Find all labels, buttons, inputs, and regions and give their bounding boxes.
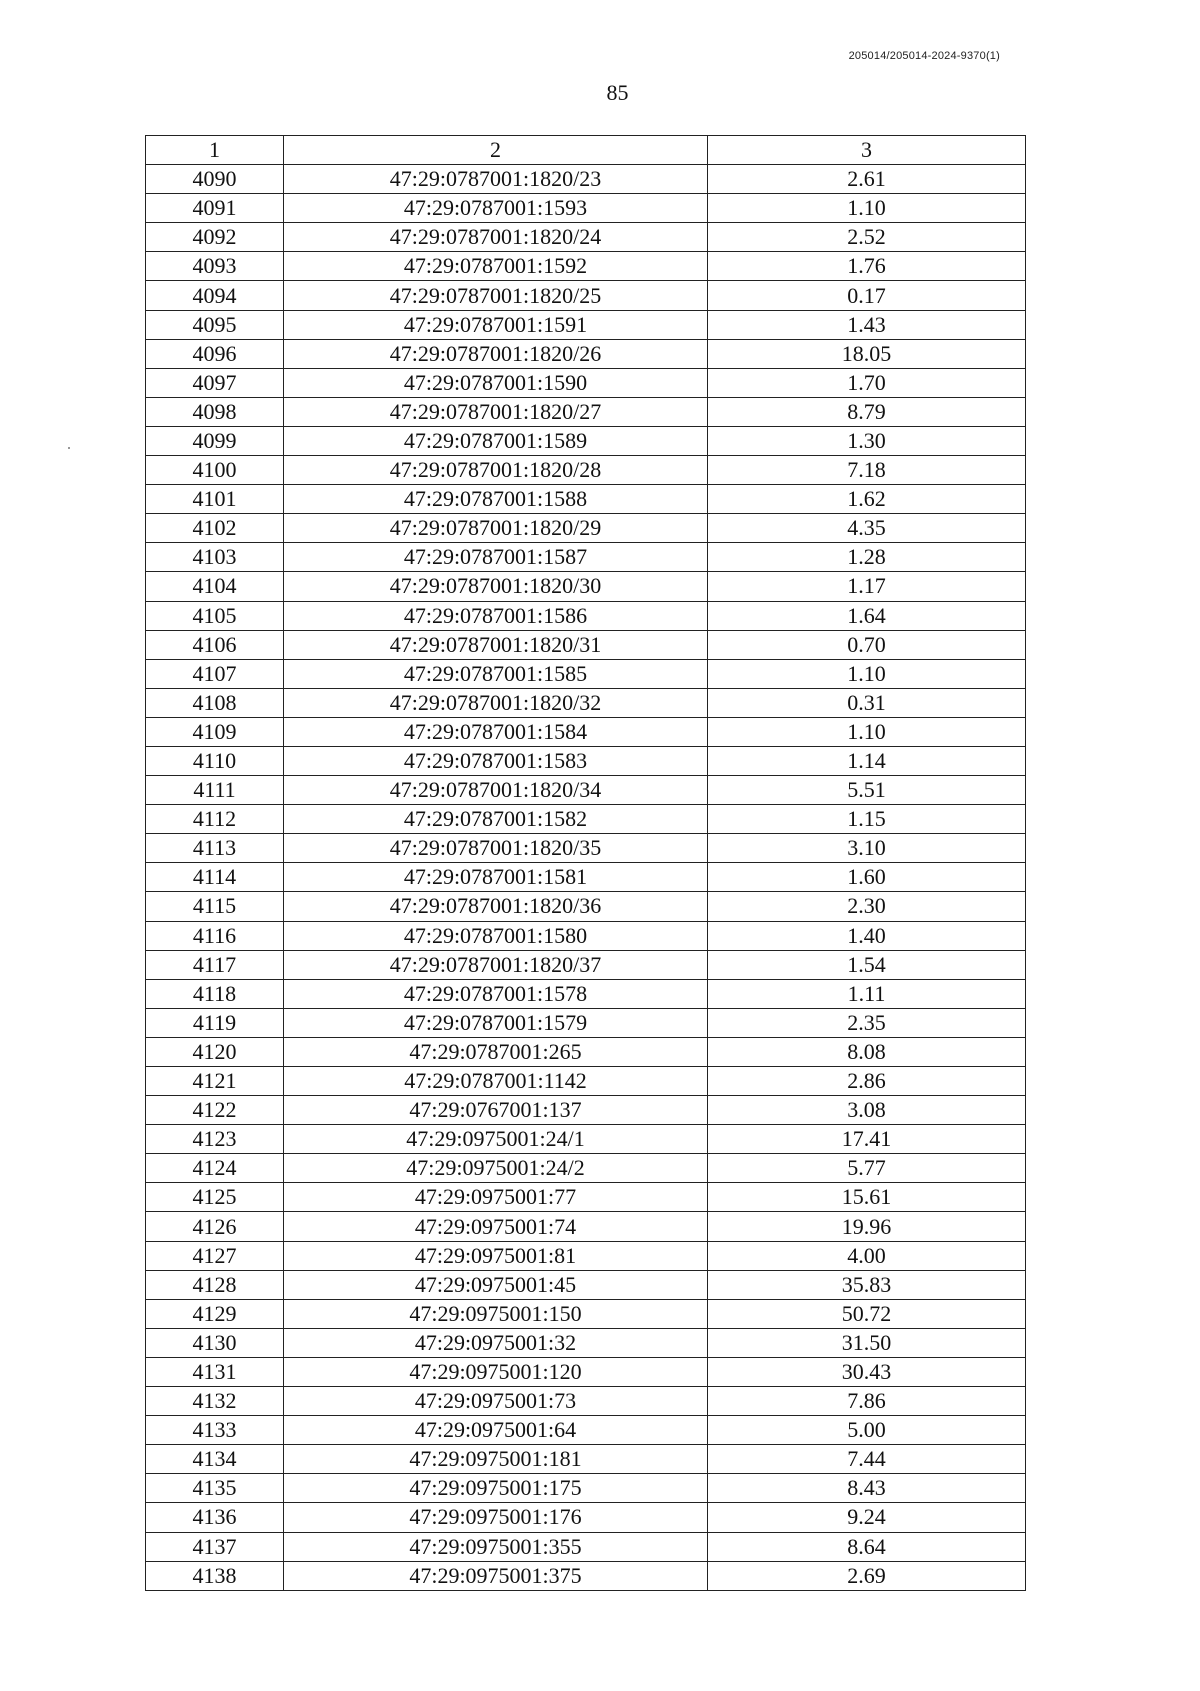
cadastral-number-cell: 47:29:0975001:45 — [284, 1270, 708, 1299]
table-row — [146, 717, 1026, 746]
cadastral-number-cell: 47:29:0975001:73 — [284, 1387, 708, 1416]
row-number-cell: 4117 — [146, 950, 284, 979]
value-cell: 1.30 — [708, 426, 1026, 455]
row-number-cell: 4133 — [146, 1416, 284, 1445]
row-number-cell: 4091 — [146, 194, 284, 223]
cadastral-number-cell: 47:29:0787001:1820/36 — [284, 892, 708, 921]
row-number-cell: 4138 — [146, 1561, 284, 1590]
row-number-cell: 4103 — [146, 543, 284, 572]
table-row — [146, 776, 1026, 805]
cadastral-number-cell: 47:29:0975001:175 — [284, 1474, 708, 1503]
value-cell: 1.28 — [708, 543, 1026, 572]
table-row — [146, 1037, 1026, 1066]
table-row — [146, 892, 1026, 921]
row-number-cell: 4106 — [146, 630, 284, 659]
table-row — [146, 950, 1026, 979]
table-row — [146, 310, 1026, 339]
value-cell: 1.76 — [708, 252, 1026, 281]
value-cell: 50.72 — [708, 1299, 1026, 1328]
table-row — [146, 863, 1026, 892]
value-cell: 9.24 — [708, 1503, 1026, 1532]
table-row — [146, 1532, 1026, 1561]
table-row — [146, 1328, 1026, 1357]
cadastral-number-cell: 47:29:0787001:1578 — [284, 979, 708, 1008]
value-cell: 5.00 — [708, 1416, 1026, 1445]
row-number-cell: 4102 — [146, 514, 284, 543]
table-row — [146, 1154, 1026, 1183]
value-cell: 1.15 — [708, 805, 1026, 834]
table-row — [146, 1241, 1026, 1270]
value-cell: 15.61 — [708, 1183, 1026, 1212]
value-cell: 7.18 — [708, 456, 1026, 485]
table-row — [146, 485, 1026, 514]
row-number-cell: 4123 — [146, 1125, 284, 1154]
value-cell: 1.70 — [708, 368, 1026, 397]
value-cell: 0.70 — [708, 630, 1026, 659]
row-number-cell: 4095 — [146, 310, 284, 339]
row-number-cell: 4132 — [146, 1387, 284, 1416]
cadastral-number-cell: 47:29:0787001:1820/28 — [284, 456, 708, 485]
value-cell: 4.35 — [708, 514, 1026, 543]
cadastral-number-cell: 47:29:0975001:24/1 — [284, 1125, 708, 1154]
row-number-cell: 4118 — [146, 979, 284, 1008]
table-row — [146, 1270, 1026, 1299]
table-row — [146, 630, 1026, 659]
row-number-cell: 4115 — [146, 892, 284, 921]
table-row — [146, 805, 1026, 834]
value-cell: 1.14 — [708, 746, 1026, 775]
document-id: 205014/205014-2024-9370(1) — [848, 50, 1000, 62]
table-row — [146, 165, 1026, 194]
value-cell: 1.62 — [708, 485, 1026, 514]
row-number-cell: 4105 — [146, 601, 284, 630]
row-number-cell: 4119 — [146, 1008, 284, 1037]
value-cell: 3.08 — [708, 1096, 1026, 1125]
table-row — [146, 601, 1026, 630]
row-number-cell: 4100 — [146, 456, 284, 485]
value-cell: 2.30 — [708, 892, 1026, 921]
cadastral-number-cell: 47:29:0975001:32 — [284, 1328, 708, 1357]
cadastral-number-cell: 47:29:0787001:1592 — [284, 252, 708, 281]
row-number-cell: 4093 — [146, 252, 284, 281]
column-header-1: 1 — [146, 136, 284, 165]
value-cell: 3.10 — [708, 834, 1026, 863]
cadastral-number-cell: 47:29:0787001:265 — [284, 1037, 708, 1066]
table-row — [146, 1299, 1026, 1328]
table-body — [146, 165, 1026, 1591]
table-row — [146, 426, 1026, 455]
value-cell: 2.86 — [708, 1067, 1026, 1096]
table-row — [146, 1212, 1026, 1241]
cadastral-number-cell: 47:29:0787001:1820/25 — [284, 281, 708, 310]
value-cell: 8.43 — [708, 1474, 1026, 1503]
value-cell: 17.41 — [708, 1125, 1026, 1154]
table-row — [146, 456, 1026, 485]
value-cell: 8.08 — [708, 1037, 1026, 1066]
row-number-cell: 4127 — [146, 1241, 284, 1270]
table-header — [146, 136, 1026, 165]
table-row — [146, 543, 1026, 572]
cadastral-number-cell: 47:29:0975001:176 — [284, 1503, 708, 1532]
row-number-cell: 4120 — [146, 1037, 284, 1066]
value-cell: 7.44 — [708, 1445, 1026, 1474]
row-number-cell: 4136 — [146, 1503, 284, 1532]
cadastral-number-cell: 47:29:0787001:1582 — [284, 805, 708, 834]
value-cell: 0.17 — [708, 281, 1026, 310]
row-number-cell: 4131 — [146, 1357, 284, 1386]
value-cell: 1.64 — [708, 601, 1026, 630]
row-number-cell: 4113 — [146, 834, 284, 863]
row-number-cell: 4126 — [146, 1212, 284, 1241]
table-row — [146, 1357, 1026, 1386]
row-number-cell: 4110 — [146, 746, 284, 775]
cadastral-number-cell: 47:29:0787001:1585 — [284, 659, 708, 688]
value-cell: 2.35 — [708, 1008, 1026, 1037]
cadastral-number-cell: 47:29:0787001:1581 — [284, 863, 708, 892]
row-number-cell: 4109 — [146, 717, 284, 746]
cadastral-number-cell: 47:29:0787001:1591 — [284, 310, 708, 339]
value-cell: 1.11 — [708, 979, 1026, 1008]
row-number-cell: 4092 — [146, 223, 284, 252]
value-cell: 18.05 — [708, 339, 1026, 368]
row-number-cell: 4134 — [146, 1445, 284, 1474]
value-cell: 19.96 — [708, 1212, 1026, 1241]
cadastral-number-cell: 47:29:0787001:1820/24 — [284, 223, 708, 252]
table-row — [146, 1503, 1026, 1532]
value-cell: 0.31 — [708, 688, 1026, 717]
header-row — [146, 136, 1026, 165]
page-number: 85 — [606, 80, 629, 105]
table-row — [146, 688, 1026, 717]
value-cell: 1.10 — [708, 659, 1026, 688]
table-row — [146, 1445, 1026, 1474]
value-cell: 8.64 — [708, 1532, 1026, 1561]
table-row — [146, 1183, 1026, 1212]
cadastral-number-cell: 47:29:0975001:375 — [284, 1561, 708, 1590]
cadastral-number-cell: 47:29:0975001:355 — [284, 1532, 708, 1561]
cadastral-number-cell: 47:29:0787001:1820/31 — [284, 630, 708, 659]
row-number-cell: 4129 — [146, 1299, 284, 1328]
row-number-cell: 4090 — [146, 165, 284, 194]
table-row — [146, 659, 1026, 688]
table-row — [146, 1096, 1026, 1125]
row-number-cell: 4096 — [146, 339, 284, 368]
value-cell: 31.50 — [708, 1328, 1026, 1357]
table-row — [146, 1416, 1026, 1445]
row-number-cell: 4116 — [146, 921, 284, 950]
cadastral-number-cell: 47:29:0787001:1593 — [284, 194, 708, 223]
cadastral-number-cell: 47:29:0975001:24/2 — [284, 1154, 708, 1183]
cadastral-number-cell: 47:29:0975001:77 — [284, 1183, 708, 1212]
table-row — [146, 746, 1026, 775]
cadastral-table — [145, 135, 1026, 1591]
cadastral-number-cell: 47:29:0975001:81 — [284, 1241, 708, 1270]
cadastral-number-cell: 47:29:0787001:1820/26 — [284, 339, 708, 368]
scan-speck — [68, 447, 70, 449]
table-row — [146, 223, 1026, 252]
cadastral-number-cell: 47:29:0975001:120 — [284, 1357, 708, 1386]
value-cell: 1.54 — [708, 950, 1026, 979]
table-row — [146, 1125, 1026, 1154]
cadastral-number-cell: 47:29:0787001:1820/30 — [284, 572, 708, 601]
value-cell: 2.52 — [708, 223, 1026, 252]
value-cell: 8.79 — [708, 397, 1026, 426]
table-row — [146, 1067, 1026, 1096]
table-row — [146, 921, 1026, 950]
cadastral-number-cell: 47:29:0787001:1589 — [284, 426, 708, 455]
cadastral-number-cell: 47:29:0787001:1820/37 — [284, 950, 708, 979]
cadastral-number-cell: 47:29:0787001:1588 — [284, 485, 708, 514]
row-number-cell: 4111 — [146, 776, 284, 805]
row-number-cell: 4122 — [146, 1096, 284, 1125]
row-number-cell: 4121 — [146, 1067, 284, 1096]
cadastral-number-cell: 47:29:0787001:1580 — [284, 921, 708, 950]
value-cell: 5.77 — [708, 1154, 1026, 1183]
cadastral-number-cell: 47:29:0787001:1583 — [284, 746, 708, 775]
cadastral-number-cell: 47:29:0787001:1820/29 — [284, 514, 708, 543]
value-cell: 1.17 — [708, 572, 1026, 601]
table-row — [146, 194, 1026, 223]
cadastral-number-cell: 47:29:0767001:137 — [284, 1096, 708, 1125]
value-cell: 1.10 — [708, 717, 1026, 746]
value-cell: 30.43 — [708, 1357, 1026, 1386]
value-cell: 2.69 — [708, 1561, 1026, 1590]
cadastral-number-cell: 47:29:0787001:1820/27 — [284, 397, 708, 426]
column-header-3: 3 — [708, 136, 1026, 165]
cadastral-number-cell: 47:29:0787001:1579 — [284, 1008, 708, 1037]
row-number-cell: 4112 — [146, 805, 284, 834]
value-cell: 1.10 — [708, 194, 1026, 223]
row-number-cell: 4108 — [146, 688, 284, 717]
table-row — [146, 252, 1026, 281]
column-header-2: 2 — [284, 136, 708, 165]
row-number-cell: 4135 — [146, 1474, 284, 1503]
row-number-cell: 4125 — [146, 1183, 284, 1212]
value-cell: 2.61 — [708, 165, 1026, 194]
cadastral-number-cell: 47:29:0787001:1820/32 — [284, 688, 708, 717]
row-number-cell: 4099 — [146, 426, 284, 455]
cadastral-number-cell: 47:29:0975001:74 — [284, 1212, 708, 1241]
cadastral-number-cell: 47:29:0787001:1820/34 — [284, 776, 708, 805]
cadastral-number-cell: 47:29:0787001:1142 — [284, 1067, 708, 1096]
row-number-cell: 4124 — [146, 1154, 284, 1183]
cadastral-number-cell: 47:29:0787001:1820/23 — [284, 165, 708, 194]
table-row — [146, 1561, 1026, 1590]
cadastral-number-cell: 47:29:0975001:150 — [284, 1299, 708, 1328]
row-number-cell: 4097 — [146, 368, 284, 397]
row-number-cell: 4101 — [146, 485, 284, 514]
table-row — [146, 514, 1026, 543]
table-row — [146, 368, 1026, 397]
value-cell: 4.00 — [708, 1241, 1026, 1270]
cadastral-number-cell: 47:29:0787001:1587 — [284, 543, 708, 572]
value-cell: 35.83 — [708, 1270, 1026, 1299]
table-row — [146, 834, 1026, 863]
value-cell: 1.60 — [708, 863, 1026, 892]
table-row — [146, 1008, 1026, 1037]
cadastral-number-cell: 47:29:0787001:1584 — [284, 717, 708, 746]
row-number-cell: 4107 — [146, 659, 284, 688]
table-row — [146, 397, 1026, 426]
table-row — [146, 1474, 1026, 1503]
row-number-cell: 4130 — [146, 1328, 284, 1357]
row-number-cell: 4104 — [146, 572, 284, 601]
table-row — [146, 281, 1026, 310]
row-number-cell: 4137 — [146, 1532, 284, 1561]
value-cell: 1.40 — [708, 921, 1026, 950]
row-number-cell: 4128 — [146, 1270, 284, 1299]
cadastral-number-cell: 47:29:0787001:1820/35 — [284, 834, 708, 863]
table-row — [146, 572, 1026, 601]
cadastral-number-cell: 47:29:0787001:1590 — [284, 368, 708, 397]
value-cell: 1.43 — [708, 310, 1026, 339]
table-row — [146, 339, 1026, 368]
cadastral-number-cell: 47:29:0787001:1586 — [284, 601, 708, 630]
cadastral-number-cell: 47:29:0975001:181 — [284, 1445, 708, 1474]
value-cell: 7.86 — [708, 1387, 1026, 1416]
row-number-cell: 4114 — [146, 863, 284, 892]
table-row — [146, 979, 1026, 1008]
row-number-cell: 4098 — [146, 397, 284, 426]
value-cell: 5.51 — [708, 776, 1026, 805]
table-row — [146, 1387, 1026, 1416]
row-number-cell: 4094 — [146, 281, 284, 310]
cadastral-number-cell: 47:29:0975001:64 — [284, 1416, 708, 1445]
